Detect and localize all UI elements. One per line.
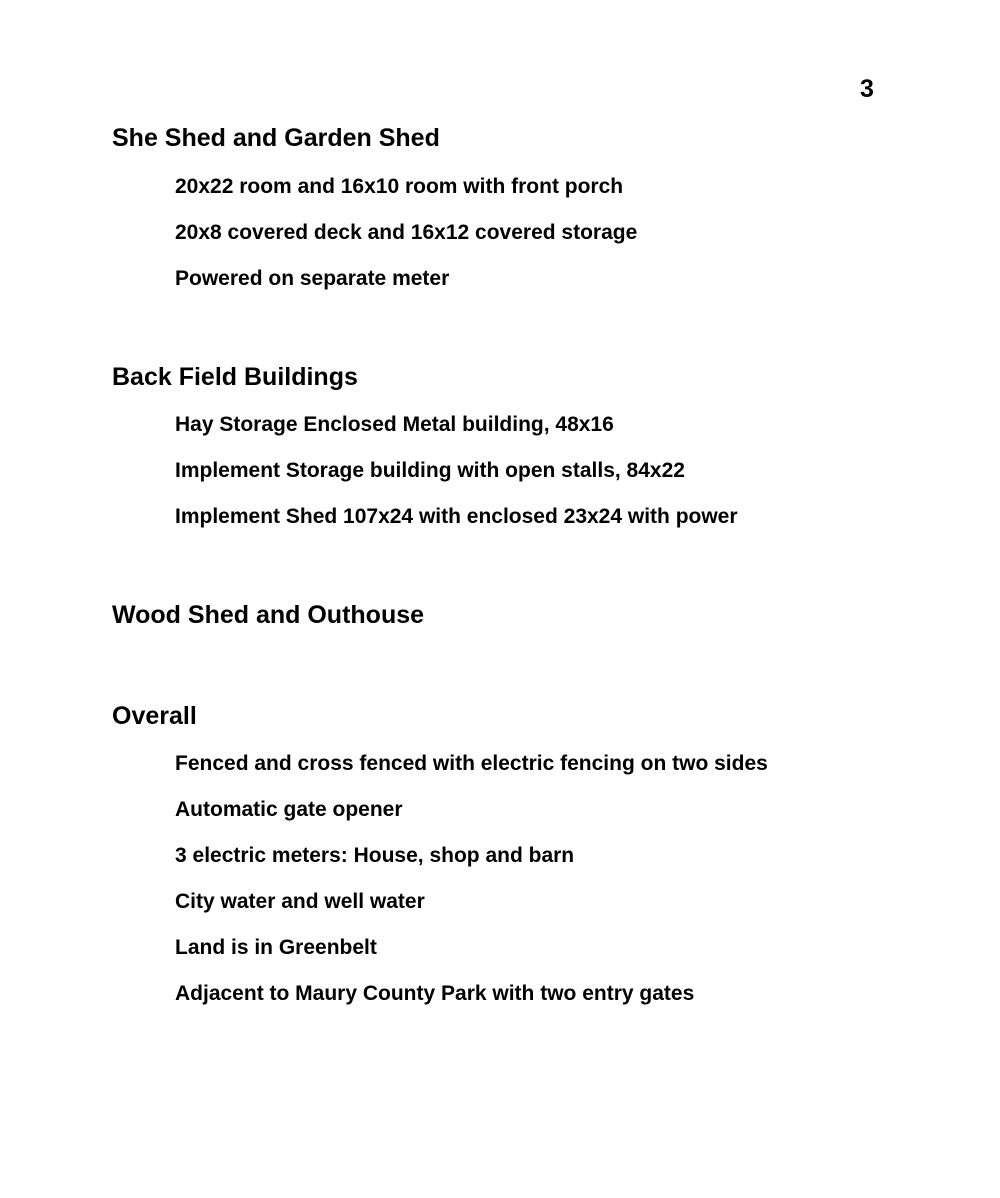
section-heading-wood-shed: Wood Shed and Outhouse (112, 601, 425, 629)
list-item: 20x8 covered deck and 16x12 covered storage (175, 221, 638, 244)
list-item: City water and well water (175, 890, 425, 913)
list-item: Powered on separate meter (175, 267, 450, 290)
section-heading-overall: Overall (112, 702, 197, 730)
list-item: 3 electric meters: House, shop and barn (175, 844, 575, 867)
section-heading-she-shed: She Shed and Garden Shed (112, 124, 440, 152)
list-item: 20x22 room and 16x10 room with front porch (175, 175, 624, 198)
list-item: Land is in Greenbelt (175, 936, 377, 959)
section-heading-back-field-buildings: Back Field Buildings (112, 363, 358, 391)
list-item: Implement Shed 107x24 with enclosed 23x24 with power (175, 505, 738, 528)
list-item: Automatic gate opener (175, 798, 403, 821)
list-item: Hay Storage Enclosed Metal building, 48x16 (175, 413, 614, 436)
list-item: Implement Storage building with open stalls, 84x22 (175, 459, 685, 482)
page-number: 3 (860, 75, 874, 103)
list-item: Adjacent to Maury County Park with two entry gates (175, 982, 695, 1005)
list-item: Fenced and cross fenced with electric fencing on two sides (175, 752, 768, 775)
